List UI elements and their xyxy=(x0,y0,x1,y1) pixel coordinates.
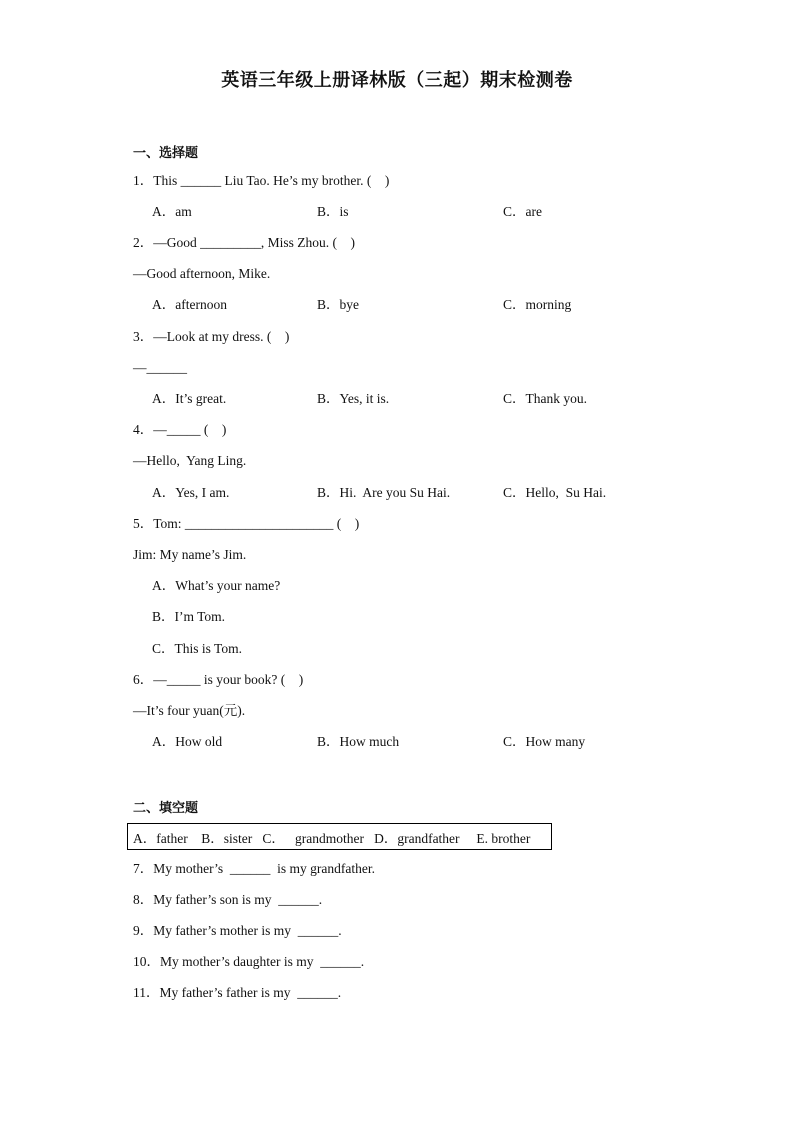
q6-option-b: B．How much xyxy=(317,734,400,749)
question-2: 2．—Good _________, Miss Zhou. ( ) xyxy=(133,235,355,250)
q6-option-c: C．How many xyxy=(503,734,586,749)
question-4: 4．—_____ ( ) xyxy=(133,422,227,437)
section-heading-fill-blank: 二、填空题 xyxy=(133,801,199,816)
q2-option-a: A．afternoon xyxy=(152,297,227,312)
q1-option-b: B．is xyxy=(317,204,349,219)
question-9: 9．My father’s mother is my ______. xyxy=(133,923,342,938)
q5-reply: Jim: My name’s Jim. xyxy=(133,547,247,562)
question-7: 7．My mother’s ______ is my grandfather. xyxy=(133,861,375,876)
question-5: 5．Tom: ______________________ ( ) xyxy=(133,516,360,531)
question-10: 10．My mother’s daughter is my ______. xyxy=(133,954,365,969)
q5-option-b: B．I’m Tom. xyxy=(152,609,226,624)
q5-option-c: C．This is Tom. xyxy=(152,641,242,656)
q2-option-b: B．bye xyxy=(317,297,359,312)
q2-reply: —Good afternoon, Mike. xyxy=(133,266,271,281)
q4-option-b: B．Hi. Are you Su Hai. xyxy=(317,485,451,500)
q3-option-b: B．Yes, it is. xyxy=(317,391,390,406)
q1-option-c: C．are xyxy=(503,204,542,219)
question-1: 1．This ______ Liu Tao. He’s my brother. ( ) xyxy=(133,173,390,188)
q3-option-a: A．It’s great. xyxy=(152,391,227,406)
question-11: 11．My father’s father is my ______. xyxy=(133,985,342,1000)
q6-option-a: A．How old xyxy=(152,734,223,749)
q3-reply: —______ xyxy=(133,360,187,375)
q6-reply: —It’s four yuan(元). xyxy=(133,703,246,718)
q3-option-c: C．Thank you. xyxy=(503,391,587,406)
q4-option-c: C．Hello, Su Hai. xyxy=(503,485,607,500)
q4-reply: —Hello, Yang Ling. xyxy=(133,453,247,468)
q5-option-a: A．What’s your name? xyxy=(152,578,281,593)
q4-option-a: A．Yes, I am. xyxy=(152,485,230,500)
section-heading-choice: 一、选择题 xyxy=(133,146,199,161)
question-8: 8．My father’s son is my ______. xyxy=(133,892,323,907)
word-bank-text: A．father B．sister C． grandmother D．grandfather E. brother xyxy=(133,830,531,846)
q2-option-c: C．morning xyxy=(503,297,572,312)
word-bank-box xyxy=(127,823,552,850)
question-6: 6．—_____ is your book? ( ) xyxy=(133,672,304,687)
question-3: 3．—Look at my dress. ( ) xyxy=(133,329,290,344)
q1-option-a: A．am xyxy=(152,204,192,219)
page-title: 英语三年级上册译林版（三起）期末检测卷 xyxy=(221,70,573,91)
